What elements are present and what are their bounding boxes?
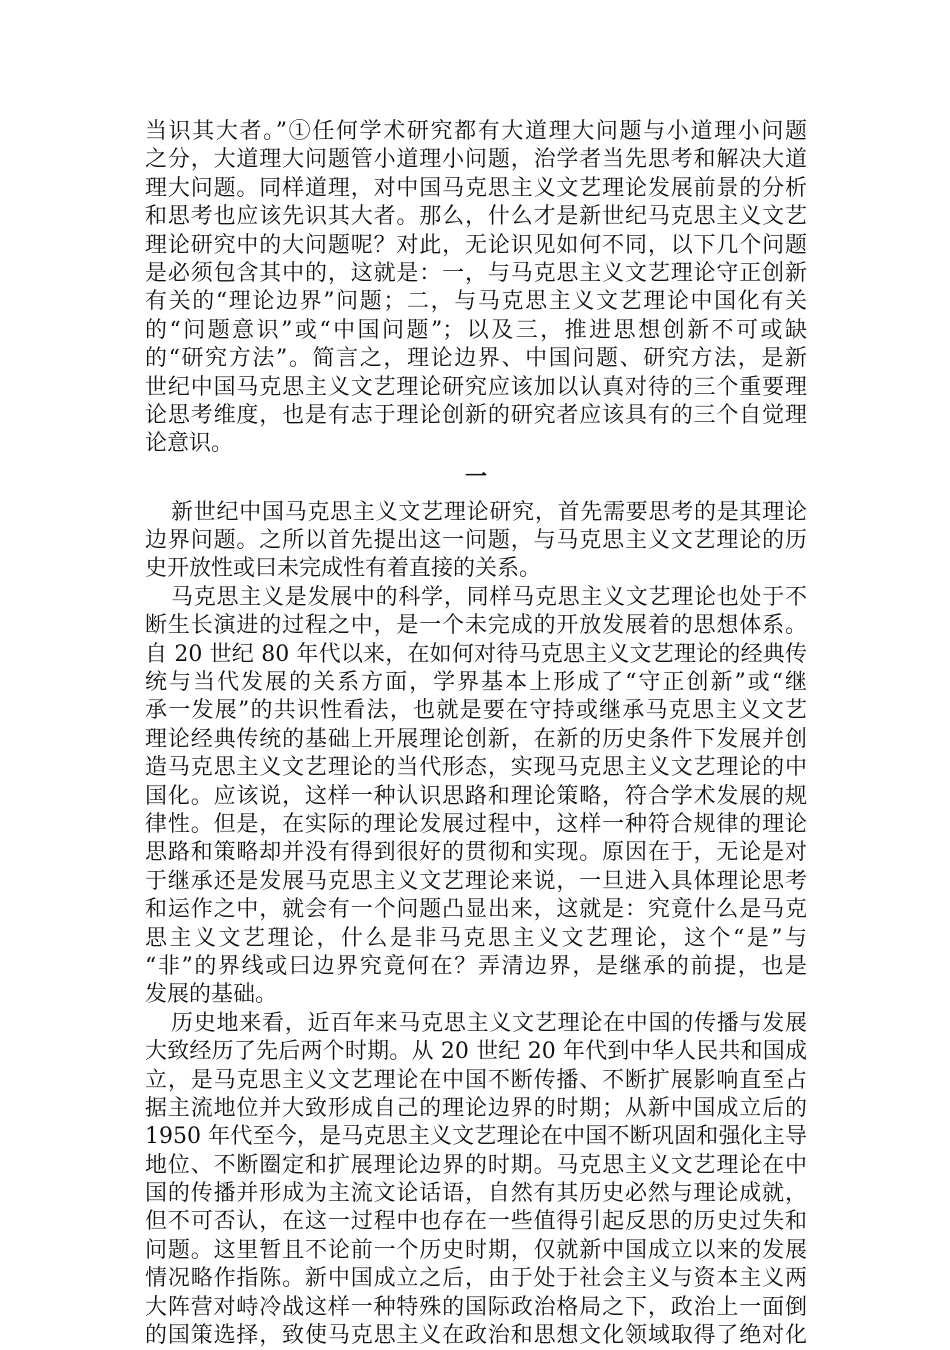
text-line: 大致经历了先后两个时期。从 20 世纪 20 年代到中华人民共和国成 xyxy=(145,1039,807,1065)
paragraph-3 xyxy=(145,1010,807,1350)
text-line: 和思考也应该先识其大者。那么，什么才是新世纪马克思主义文艺 xyxy=(145,204,807,230)
text-line: 于继承还是发展马克思主义文艺理论来说，一旦进入具体理论思考 xyxy=(145,868,807,894)
text-line: 问题。这里暂且不论前一个历史时期，仅就新中国成立以来的发展 xyxy=(145,1237,807,1263)
text-line: 史开放性或曰未完成性有着直接的关系。 xyxy=(145,556,542,582)
text-line: 造马克思主义文艺理论的当代形态，实现马克思主义文艺理论的中 xyxy=(145,755,807,781)
text-line: 思路和策略却并没有得到很好的贯彻和实现。原因在于，无论是对 xyxy=(145,840,807,866)
text-line: 和运作之中，就会有一个问题凸显出来，这就是：究竟什么是马克 xyxy=(145,897,807,923)
text-line: 断生长演进的过程之中，是一个未完成的开放发展着的思想体系。 xyxy=(145,613,807,639)
document-page xyxy=(145,118,807,1350)
text-line: 但不可否认，在这一过程中也存在一些值得引起反思的历史过失和 xyxy=(145,1209,807,1235)
text-line: 承一发展”的共识性看法，也就是要在守持或继承马克思主义文艺 xyxy=(145,698,807,724)
text-line: 理论研究中的大问题呢？对此，无论识见如何不同，以下几个问题 xyxy=(145,232,807,258)
intro-paragraph xyxy=(145,118,807,459)
text-line: 情况略作指陈。新中国成立之后，由于处于社会主义与资本主义两 xyxy=(145,1266,807,1292)
text-line: 理论经典传统的基础上开展理论创新，在新的历史条件下发展并创 xyxy=(145,726,807,752)
text-line: 世纪中国马克思主义文艺理论研究应该加以认真对待的三个重要理 xyxy=(145,374,807,400)
text-line: 律性。但是，在实际的理论发展过程中，这样一种符合规律的理论 xyxy=(145,811,807,837)
text-line: 有关的“理论边界”问题；二，与马克思主义文艺理论中国化有关 xyxy=(145,289,807,315)
text-line: 是必须包含其中的，这就是：一，与马克思主义文艺理论守正创新 xyxy=(145,260,807,286)
text-line: 论意识。 xyxy=(145,431,234,457)
text-line: 论思考维度，也是有志于理论创新的研究者应该具有的三个自觉理 xyxy=(145,402,807,428)
text-line: 的“问题意识”或“中国问题”；以及三，推进思想创新不可或缺 xyxy=(145,317,807,343)
text-line: 发展的基础。 xyxy=(145,982,278,1008)
text-line: 马克思主义是发展中的科学，同样马克思主义文艺理论也处于不 xyxy=(171,584,807,610)
paragraph-1 xyxy=(145,499,807,584)
text-line: 立，是马克思主义文艺理论在中国不断传播、不断扩展影响直至占 xyxy=(145,1067,807,1093)
text-line: 思主义文艺理论，什么是非马克思主义文艺理论，这个“是”与 xyxy=(145,925,807,951)
text-line: 新世纪中国马克思主义文艺理论研究，首先需要思考的是其理论 xyxy=(171,499,807,525)
text-line: 的国策选择，致使马克思主义在政治和思想文化领域取得了绝对化 xyxy=(145,1323,807,1349)
text-line: 历史地来看，近百年来马克思主义文艺理论在中国的传播与发展 xyxy=(171,1010,807,1036)
text-line: 国的传播并形成为主流文论话语，自然有其历史必然与理论成就， xyxy=(145,1181,807,1207)
text-line: 理大问题。同样道理，对中国马克思主义文艺理论发展前景的分析 xyxy=(145,175,807,201)
text-line: 边界问题。之所以首先提出这一问题，与马克思主义文艺理论的历 xyxy=(145,528,807,554)
text-line: 据主流地位并大致形成自己的理论边界的时期；从新中国成立后的 xyxy=(145,1095,807,1121)
text-line: 当识其大者。”①任何学术研究都有大道理大问题与小道理小问题 xyxy=(145,119,807,144)
text-line: 1950 年代至今，是马克思主义文艺理论在中国不断巩固和强化主导 xyxy=(145,1124,807,1150)
text-line: 自 20 世纪 80 年代以来，在如何对待马克思主义文艺理论的经典传 xyxy=(145,641,807,667)
text-line: 统与当代发展的关系方面，学界基本上形成了“守正创新”或“继 xyxy=(145,670,807,696)
section-heading: 一 xyxy=(464,463,487,490)
text-line: 之分，大道理大问题管小道理小问题，治学者当先思考和解决大道 xyxy=(145,147,807,173)
text-line: 的“研究方法”。简言之，理论边界、中国问题、研究方法，是新 xyxy=(145,346,807,372)
text-line: 大阵营对峙冷战这样一种特殊的国际政治格局之下，政治上一面倒 xyxy=(145,1294,807,1320)
text-line: “非”的界线或曰边界究竟何在？弄清边界，是继承的前提，也是 xyxy=(145,953,807,979)
paragraph-2 xyxy=(145,584,807,1010)
text-line: 地位、不断圈定和扩展理论边界的时期。马克思主义文艺理论在中 xyxy=(145,1152,807,1178)
text-line: 国化。应该说，这样一种认识思路和理论策略，符合学术发展的规 xyxy=(145,783,807,809)
